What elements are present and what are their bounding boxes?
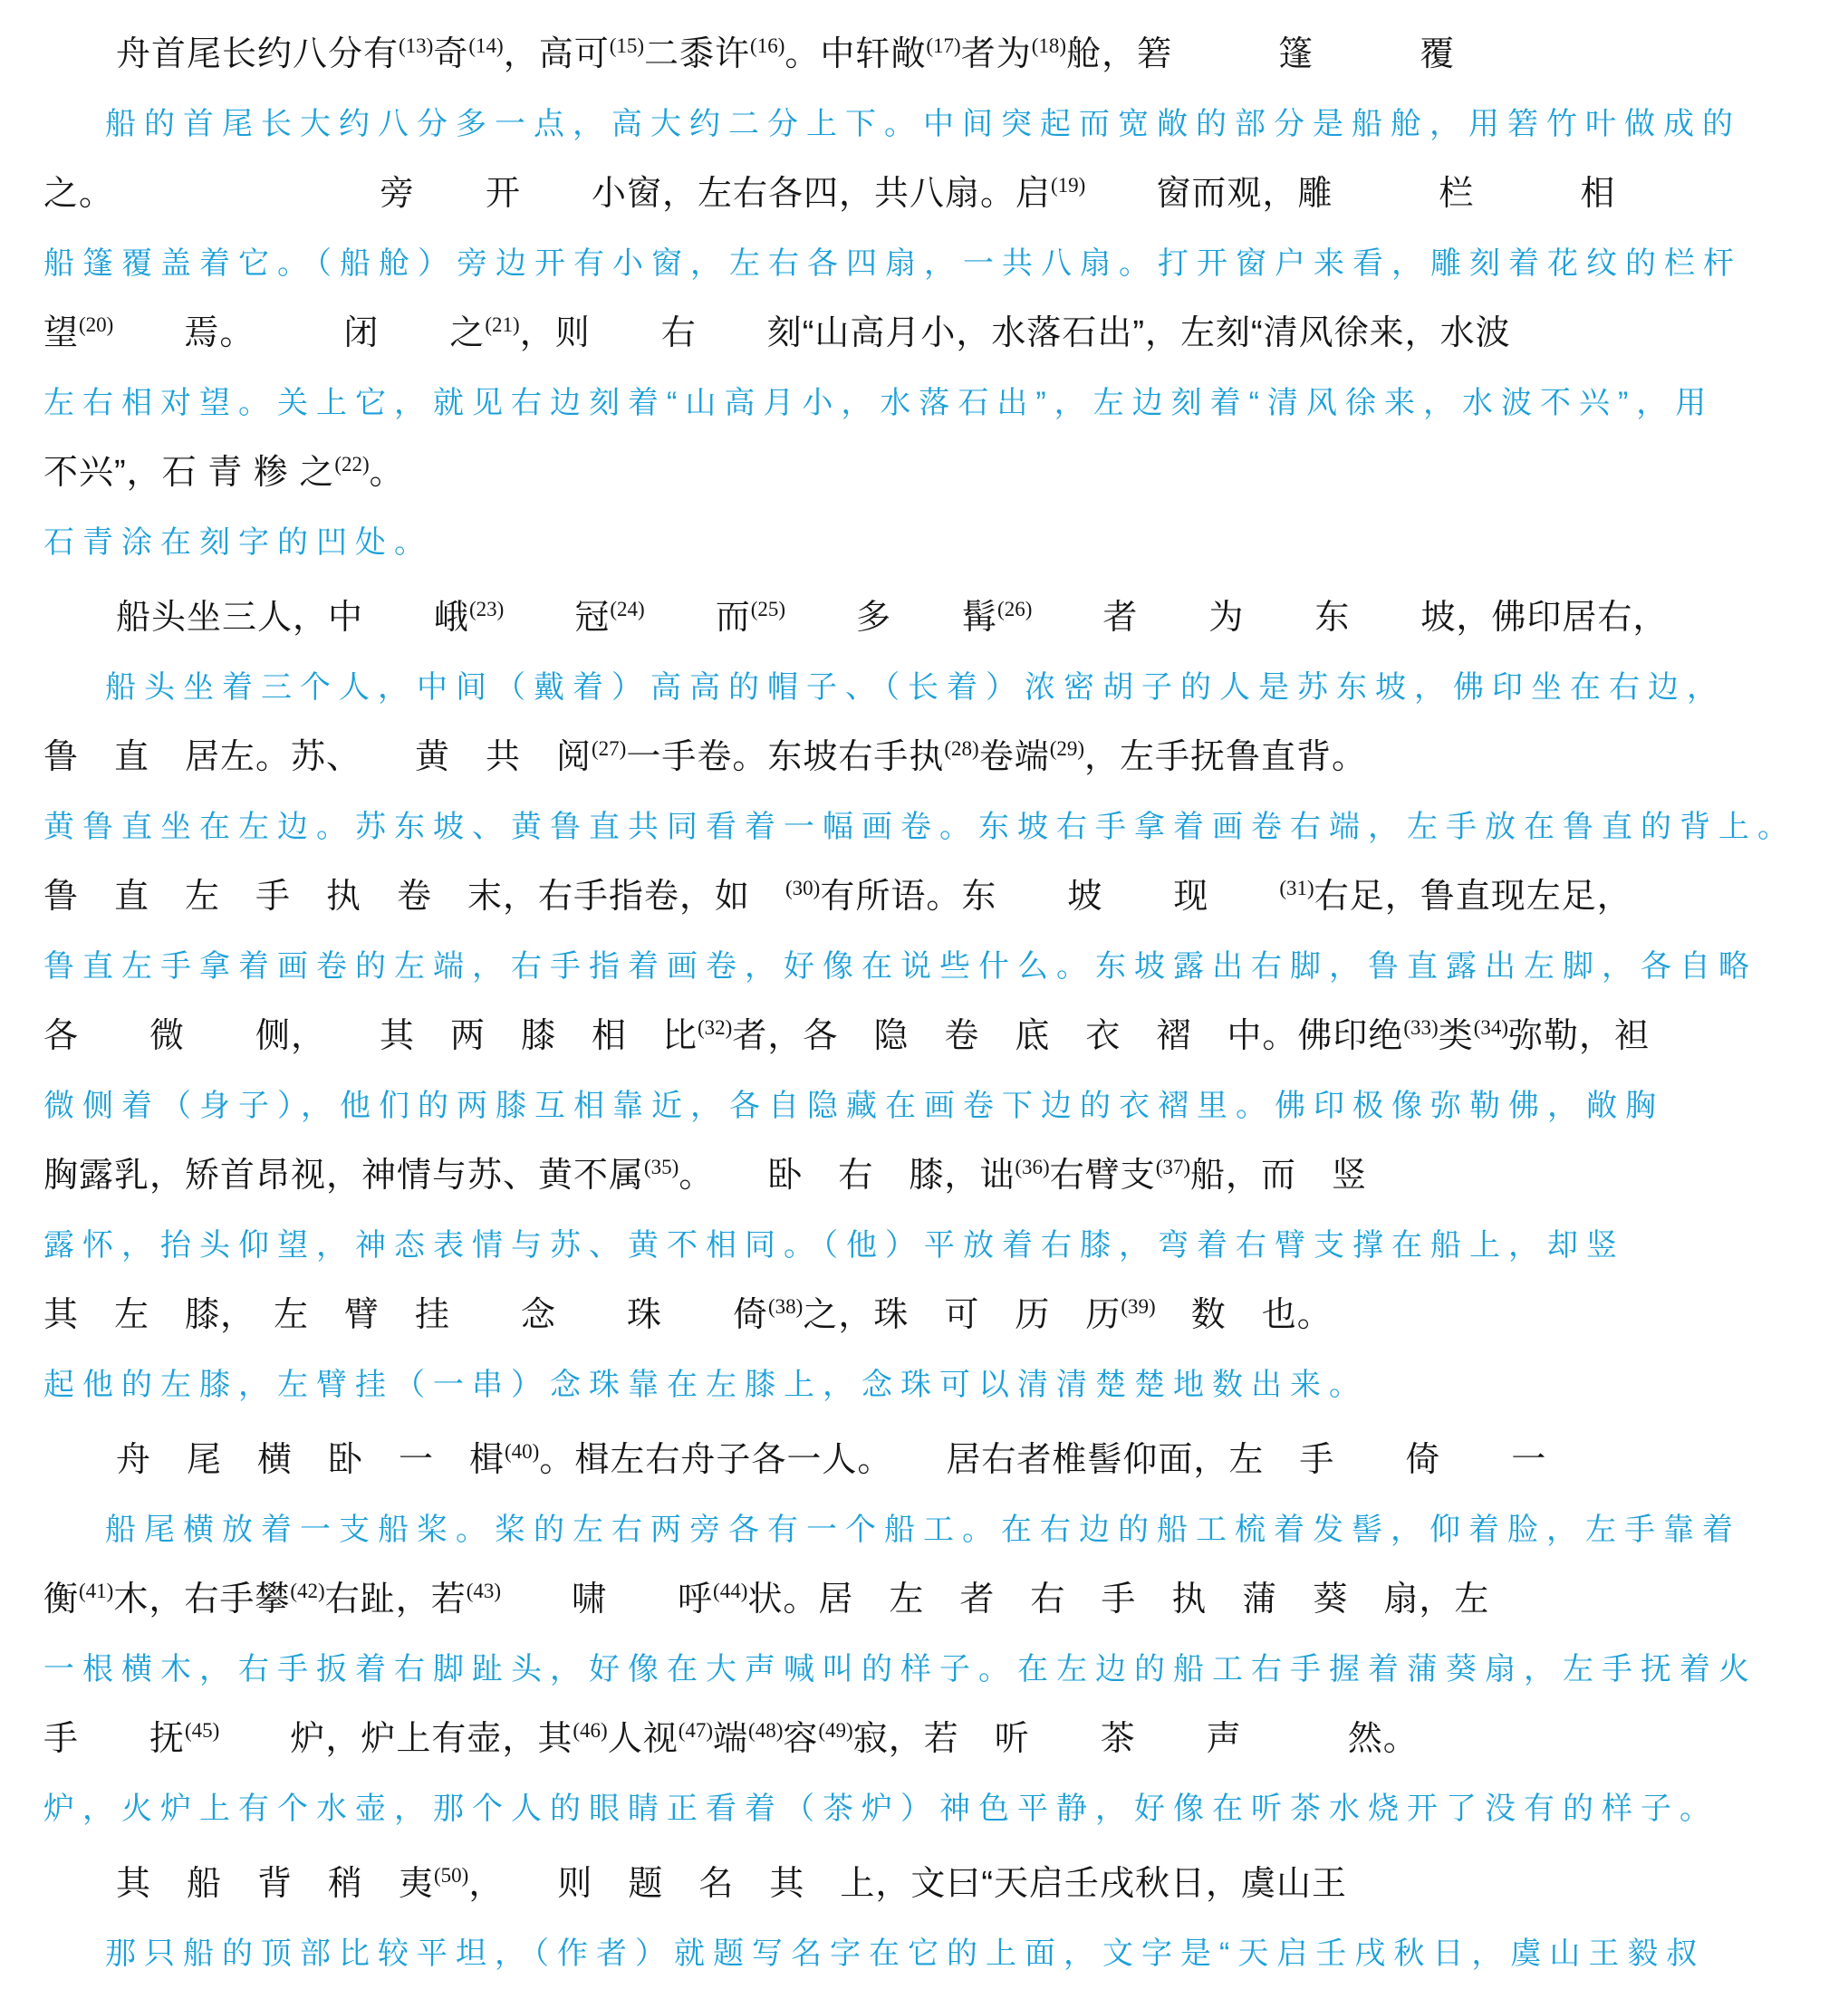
annotation-number: (26): [997, 597, 1033, 620]
translation-text-line: 炉，火炉上有个水壶，那个人的眼睛正看着（茶炉）神色平静，好像在听茶水烧开了没有的样子。: [43, 1792, 1718, 1826]
translation-text-line: 左右相对望。关上它，就见右边刻着“山高月小，水落石出”，左边刻着“清风徐来，水波不兴”，用: [43, 386, 1715, 420]
annotation-number: (47): [678, 1718, 714, 1742]
annotation-number: (14): [468, 34, 504, 57]
annotation-number: (33): [1403, 1015, 1439, 1039]
original-text-line: 船头坐三人，中 峨$^{(23)}$ 冠$^{(24)}$ 而$^{(25)}$ 多 髯$^{(26)}$ 者 为 东 坡，佛印居右，: [116, 597, 1669, 637]
annotation-number: (34): [1473, 1015, 1509, 1039]
annotation-number: (50): [434, 1863, 469, 1887]
annotation-number: (28): [944, 736, 979, 760]
translation-text-line: 起他的左膝，左臂挂（一串）念珠靠在左膝上，念珠可以清清楚楚地数出来。: [43, 1368, 1368, 1402]
translation-text-line: 微侧着（身子），他们的两膝互相靠近，各自隐藏在画卷下边的衣褶里。佛印极像弥勒佛，敞胸: [43, 1089, 1664, 1123]
original-text-line: 不兴”，石 青 糁 之$^{(22)}$。: [43, 452, 405, 492]
annotation-number: (20): [79, 312, 114, 336]
original-text-line: 各 微 侧， 其 两 膝 相 比$^{(32)}$者，各 隐 卷 底 衣 褶 中。佛印绝$^{(33)}$类$^{(34)}$弥勒，袒: [43, 1015, 1651, 1055]
translation-text-line: 黄鲁直坐在左边。苏东坡、黄鲁直共同看着一幅画卷。东坡右手拿着画卷右端，左手放在鲁直的背上。: [43, 810, 1796, 844]
annotation-number: (45): [185, 1718, 220, 1742]
original-text-line: 衡$^{(41)}$木，右手攀$^{(42)}$右趾，若$^{(43)}$ 啸 呼$^{(44)}$状。居 左 者 右 手 执 蒲 葵 扇，左: [43, 1579, 1490, 1619]
annotation-number: (44): [713, 1579, 748, 1602]
annotation-number: (27): [592, 736, 627, 760]
original-text-line: 胸露乳，矫首昂视，神情与苏、黄不属$^{(35)}$。 卧 右 膝，诎$^{(36)}$右臂支$^{(37)}$船，而 竖: [43, 1155, 1368, 1195]
annotation-number: (15): [609, 34, 645, 57]
annotation-number: (40): [505, 1439, 540, 1463]
annotation-number: (37): [1155, 1155, 1191, 1178]
annotation-number: (49): [818, 1718, 853, 1742]
annotation-number: (22): [334, 452, 370, 476]
original-text-line: 其 船 背 稍 夷$^{(50)}$， 则 题 名 其 上，文曰“天启壬戌秋日，虞山王: [116, 1863, 1348, 1903]
annotation-number: (48): [748, 1718, 784, 1742]
translation-text-line: 露怀，抬头仰望，神态表情与苏、黄不相同。（他）平放着右膝，弯着右臂支撑在船上，却竖: [43, 1228, 1625, 1263]
annotation-number: (30): [785, 876, 821, 899]
translation-text-line: 石青涂在刻字的凹处。: [43, 525, 433, 560]
original-text-line: 鲁 直 左 手 执 卷 末，右手指卷，如 $^{(30)}$有所语。东 坡 现 $^{(31)}$右足，鲁直现左足，: [43, 876, 1632, 916]
original-text-line: 舟首尾长约八分有$^{(13)}$奇$^{(14)}$，高可$^{(15)}$二黍许$^{(16)}$。中轩敞$^{(17)}$者为$^{(18)}$舱，箬 篷 覆: [116, 34, 1456, 73]
annotation-number: (43): [466, 1579, 502, 1602]
annotation-number: (38): [768, 1294, 804, 1318]
annotation-number: (13): [399, 34, 434, 57]
annotation-number: (24): [610, 597, 645, 620]
translation-text-line: 船头坐着三个人，中间（戴着）高高的帽子、（长着）浓密胡子的人是苏东坡，佛印坐在右边，: [105, 670, 1726, 705]
original-text-line: 其 左 膝， 左 臂 挂 念 珠 倚$^{(38)}$之，珠 可 历 历$^{(39)}$ 数 也。: [43, 1294, 1333, 1334]
original-text-line: 望$^{(20)}$ 焉。 闭 之$^{(21)}$，则 右 刻“山高月小，水落石出”，左刻“清风徐来，水波: [43, 312, 1511, 352]
translation-text-line: 一根横木，右手扳着右脚趾头，好像在大声喊叫的样子。在左边的船工右手握着蒲葵扇，左手抚着火: [43, 1652, 1757, 1686]
annotation-number: (46): [573, 1718, 608, 1742]
annotation-number: (18): [1031, 34, 1067, 57]
original-text-line: 手 抚$^{(45)}$ 炉，炉上有壶，其$^{(46)}$人视$^{(47)}$端$^{(48)}$容$^{(49)}$寂，若 听 茶 声 然。: [43, 1718, 1419, 1758]
annotation-number: (31): [1279, 876, 1314, 899]
annotation-number: (19): [1051, 173, 1086, 197]
annotation-number: (32): [698, 1015, 733, 1039]
annotation-number: (25): [750, 597, 786, 620]
annotation-number: (36): [1015, 1155, 1050, 1178]
annotation-number: (16): [750, 34, 785, 57]
original-text-line: 鲁 直 居左。苏、 黄 共 阅$^{(27)}$一手卷。东坡右手执$^{(28)}$卷端$^{(29)}$，左手抚鲁直背。: [43, 736, 1368, 776]
annotation-number: (29): [1049, 736, 1085, 760]
annotation-number: (17): [926, 34, 961, 57]
translation-text-line: 船的首尾长大约八分多一点，高大约二分上下。中间突起而宽敞的部分是船舱，用箬竹叶做成的: [105, 107, 1741, 141]
annotation-number: (21): [485, 312, 520, 336]
translation-text-line: 那只船的顶部比较平坦，（作者）就题写名字在它的上面，文字是“天启壬戌秋日，虞山王毅叔: [105, 1936, 1706, 1971]
annotation-number: (35): [644, 1155, 679, 1178]
annotation-number: (39): [1121, 1294, 1156, 1318]
translation-text-line: 船尾横放着一支船桨。桨的左右两旁各有一个船工。在右边的船工梳着发髻，仰着脸，左手靠着: [105, 1513, 1741, 1547]
original-text-line: 舟 尾 横 卧 一 楫$^{(40)}$。楫左右舟子各一人。 居右者椎髻仰面，左 手 倚 一: [116, 1439, 1547, 1479]
annotation-number: (42): [290, 1579, 325, 1602]
annotation-number: (23): [469, 597, 505, 620]
original-text-line: 之。 旁 开 小窗，左右各四，共八扇。启$^{(19)}$ 窗而观，雕 栏 相: [43, 173, 1616, 213]
lesson-text-page: [43, 20, 1805, 1989]
translation-text-line: 鲁直左手拿着画卷的左端，右手指着画卷，好像在说些什么。东坡露出右脚，鲁直露出左脚，各自略: [43, 949, 1757, 984]
annotation-number: (41): [79, 1579, 114, 1602]
translation-text-line: 船篷覆盖着它。（船舱）旁边开有小窗，左右各四扇，一共八扇。打开窗户来看，雕刻着花纹的栏杆: [43, 246, 1742, 281]
